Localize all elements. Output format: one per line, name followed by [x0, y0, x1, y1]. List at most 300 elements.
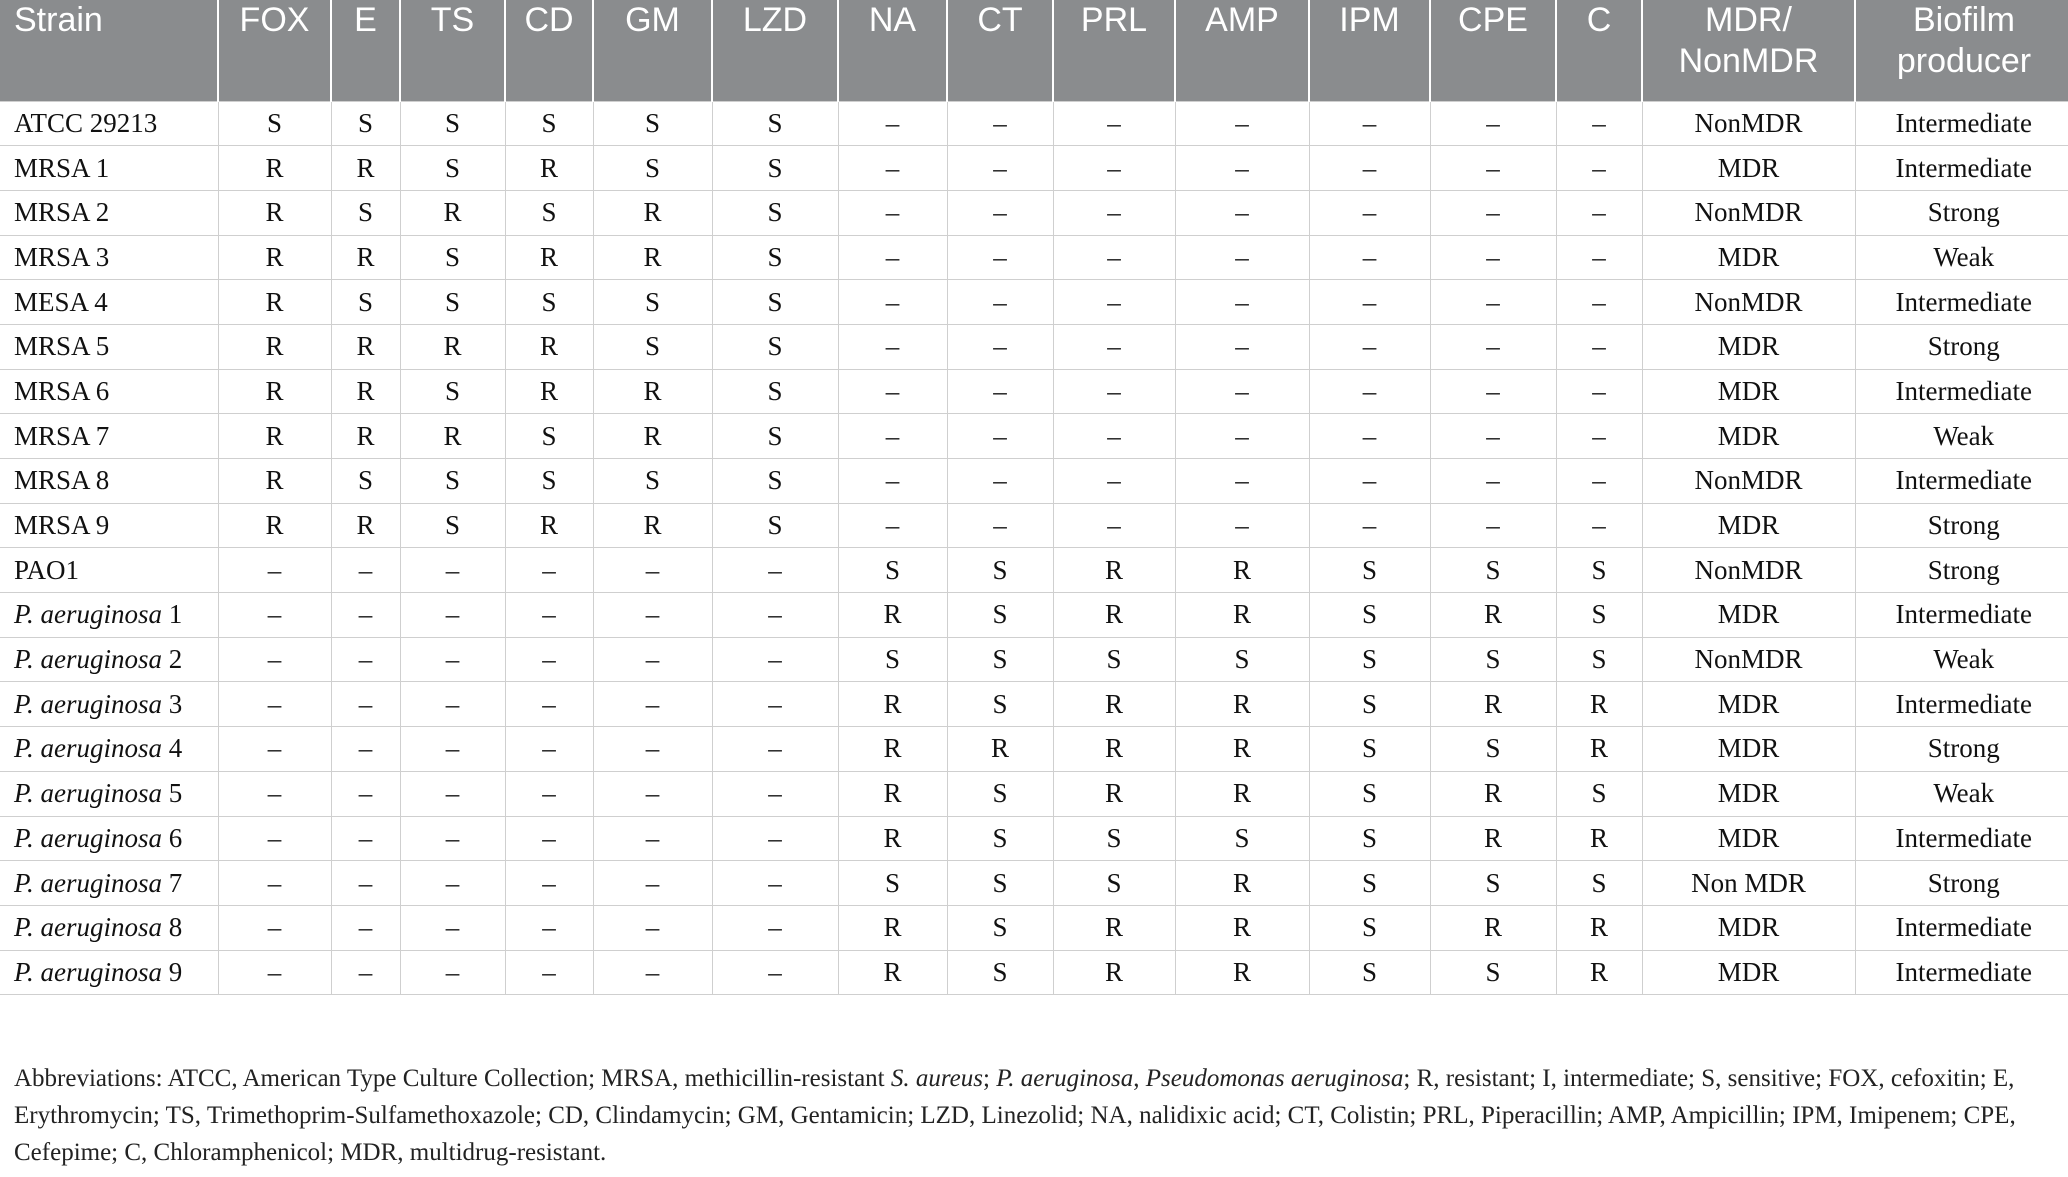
susceptibility-cell-ct: –	[947, 235, 1053, 280]
table-row	[0, 101, 2068, 146]
strain-cell	[0, 727, 218, 772]
susceptibility-cell-prl: –	[1053, 324, 1175, 369]
susceptibility-cell-ts: S	[400, 101, 505, 146]
susceptibility-cell-cd: S	[505, 101, 593, 146]
susceptibility-cell-gm: R	[593, 369, 712, 414]
susceptibility-cell-fox: R	[218, 459, 331, 504]
susceptibility-cell-fox: R	[218, 190, 331, 235]
biofilm-producer-cell: Weak	[1855, 771, 2068, 816]
susceptibility-cell-ts: –	[400, 682, 505, 727]
susceptibility-cell-ct: –	[947, 146, 1053, 191]
mdr-status-cell: MDR	[1642, 324, 1855, 369]
susceptibility-cell-fox: R	[218, 235, 331, 280]
table-row	[0, 459, 2068, 504]
strain-label: 7	[162, 867, 183, 898]
susceptibility-cell-cd: S	[505, 459, 593, 504]
susceptibility-cell-prl: –	[1053, 459, 1175, 504]
biofilm-producer-cell: Intermediate	[1855, 280, 2068, 325]
susceptibility-cell-gm: –	[593, 861, 712, 906]
susceptibility-cell-ts: –	[400, 861, 505, 906]
strain-label: 6	[162, 822, 183, 853]
susceptibility-cell-gm: –	[593, 950, 712, 995]
susceptibility-cell-ts: –	[400, 593, 505, 638]
susceptibility-cell-cd: S	[505, 280, 593, 325]
column-header-text: C	[1586, 1, 1612, 39]
susceptibility-cell-c: –	[1556, 324, 1642, 369]
susceptibility-cell-na: S	[838, 861, 947, 906]
susceptibility-cell-lzd: S	[712, 235, 838, 280]
susceptibility-cell-fox: –	[218, 816, 331, 861]
column-header-text: MDR/	[1705, 1, 1792, 39]
table-row	[0, 637, 2068, 682]
susceptibility-cell-ts: –	[400, 950, 505, 995]
strain-cell	[0, 369, 218, 414]
footnote-italic-term: S. aureus	[890, 1065, 983, 1092]
susceptibility-cell-ipm: –	[1309, 459, 1430, 504]
susceptibility-cell-fox: R	[218, 503, 331, 548]
strain-species-name: P. aeruginosa	[14, 778, 163, 809]
susceptibility-cell-fox: –	[218, 593, 331, 638]
susceptibility-cell-amp: R	[1175, 950, 1309, 995]
susceptibility-cell-lzd: –	[712, 637, 838, 682]
susceptibility-cell-ts: –	[400, 771, 505, 816]
strain-cell	[0, 905, 218, 950]
strain-label: 1	[162, 599, 183, 630]
susceptibility-cell-cpe: S	[1430, 548, 1556, 593]
table-row	[0, 905, 2068, 950]
strain-cell	[0, 950, 218, 995]
susceptibility-cell-ipm: S	[1309, 861, 1430, 906]
column-header-text: Strain	[14, 1, 103, 39]
footnote-italic-term: P. aeruginosa	[996, 1065, 1134, 1092]
biofilm-producer-cell: Weak	[1855, 637, 2068, 682]
susceptibility-cell-lzd: S	[712, 324, 838, 369]
susceptibility-cell-ts: S	[400, 146, 505, 191]
biofilm-producer-cell: Intermediate	[1855, 682, 2068, 727]
susceptibility-cell-na: –	[838, 235, 947, 280]
susceptibility-cell-prl: R	[1053, 682, 1175, 727]
strain-label: 2	[162, 644, 183, 675]
susceptibility-cell-c: S	[1556, 593, 1642, 638]
susceptibility-cell-prl: –	[1053, 414, 1175, 459]
susceptibility-cell-lzd: S	[712, 369, 838, 414]
susceptibility-cell-cpe: R	[1430, 905, 1556, 950]
susceptibility-cell-ipm: –	[1309, 280, 1430, 325]
column-header-fox	[218, 0, 331, 101]
strain-species-name: P. aeruginosa	[14, 733, 163, 764]
susceptibility-cell-gm: S	[593, 101, 712, 146]
susceptibility-cell-lzd: –	[712, 727, 838, 772]
table-row	[0, 950, 2068, 995]
strain-cell	[0, 235, 218, 280]
susceptibility-cell-ts: R	[400, 324, 505, 369]
susceptibility-cell-cd: –	[505, 682, 593, 727]
susceptibility-cell-ts: R	[400, 414, 505, 459]
susceptibility-cell-gm: –	[593, 548, 712, 593]
susceptibility-cell-lzd: S	[712, 414, 838, 459]
susceptibility-cell-cpe: –	[1430, 324, 1556, 369]
strain-label: MRSA 2	[14, 197, 110, 228]
susceptibility-cell-cpe: –	[1430, 369, 1556, 414]
table-row	[0, 682, 2068, 727]
susceptibility-cell-gm: –	[593, 593, 712, 638]
susceptibility-cell-cd: –	[505, 905, 593, 950]
susceptibility-cell-cpe: S	[1430, 861, 1556, 906]
susceptibility-cell-na: –	[838, 459, 947, 504]
biofilm-producer-cell: Weak	[1855, 414, 2068, 459]
footnote-text: Abbreviations: ATCC, American Type Culture Collection; MRSA, methicillin-resistant	[14, 1065, 891, 1092]
susceptibility-cell-gm: S	[593, 459, 712, 504]
table-row	[0, 369, 2068, 414]
biofilm-producer-cell: Strong	[1855, 548, 2068, 593]
table-row	[0, 727, 2068, 772]
susceptibility-cell-ct: –	[947, 369, 1053, 414]
table-row	[0, 190, 2068, 235]
susceptibility-cell-c: S	[1556, 637, 1642, 682]
susceptibility-cell-ts: –	[400, 816, 505, 861]
mdr-status-cell: MDR	[1642, 771, 1855, 816]
strain-label: MESA 4	[14, 286, 108, 317]
susceptibility-cell-amp: R	[1175, 905, 1309, 950]
susceptibility-cell-fox: R	[218, 146, 331, 191]
table-footnote	[14, 1060, 2054, 1171]
strain-species-name: P. aeruginosa	[14, 867, 163, 898]
susceptibility-cell-fox: –	[218, 950, 331, 995]
susceptibility-cell-cd: –	[505, 727, 593, 772]
biofilm-producer-cell: Strong	[1855, 190, 2068, 235]
column-header-text: CT	[977, 1, 1023, 39]
susceptibility-cell-c: –	[1556, 369, 1642, 414]
strain-label: 9	[162, 956, 183, 987]
susceptibility-cell-amp: R	[1175, 682, 1309, 727]
strain-label: ATCC 29213	[14, 107, 158, 138]
susceptibility-cell-gm: –	[593, 771, 712, 816]
susceptibility-cell-ct: –	[947, 414, 1053, 459]
susceptibility-cell-gm: –	[593, 905, 712, 950]
table-row	[0, 146, 2068, 191]
mdr-status-cell: NonMDR	[1642, 190, 1855, 235]
susceptibility-cell-gm: R	[593, 190, 712, 235]
strain-label: MRSA 8	[14, 465, 110, 496]
susceptibility-cell-na: –	[838, 503, 947, 548]
susceptibility-cell-gm: R	[593, 414, 712, 459]
susceptibility-cell-amp: –	[1175, 503, 1309, 548]
susceptibility-cell-ct: S	[947, 905, 1053, 950]
biofilm-producer-cell: Strong	[1855, 503, 2068, 548]
susceptibility-cell-na: S	[838, 637, 947, 682]
susceptibility-cell-fox: –	[218, 727, 331, 772]
susceptibility-cell-amp: R	[1175, 727, 1309, 772]
susceptibility-cell-e: –	[331, 816, 400, 861]
column-header-text: IPM	[1339, 1, 1400, 39]
susceptibility-cell-c: –	[1556, 414, 1642, 459]
susceptibility-cell-ct: S	[947, 637, 1053, 682]
table-row	[0, 548, 2068, 593]
strain-species-name: P. aeruginosa	[14, 644, 163, 675]
mdr-status-cell: MDR	[1642, 235, 1855, 280]
susceptibility-cell-cd: –	[505, 816, 593, 861]
susceptibility-cell-ipm: S	[1309, 816, 1430, 861]
strain-label: MRSA 6	[14, 375, 110, 406]
susceptibility-cell-c: –	[1556, 146, 1642, 191]
column-header-text: CD	[524, 1, 574, 39]
susceptibility-cell-gm: S	[593, 146, 712, 191]
susceptibility-cell-na: –	[838, 280, 947, 325]
susceptibility-cell-e: –	[331, 905, 400, 950]
strain-label: MRSA 3	[14, 241, 110, 272]
susceptibility-cell-e: –	[331, 637, 400, 682]
susceptibility-cell-lzd: S	[712, 146, 838, 191]
susceptibility-cell-na: R	[838, 950, 947, 995]
strain-cell	[0, 101, 218, 146]
susceptibility-cell-ct: –	[947, 190, 1053, 235]
biofilm-producer-cell: Intermediate	[1855, 101, 2068, 146]
strain-cell	[0, 503, 218, 548]
column-header-lzd	[712, 0, 838, 101]
susceptibility-cell-ts: S	[400, 235, 505, 280]
mdr-status-cell: MDR	[1642, 369, 1855, 414]
susceptibility-cell-cd: R	[505, 369, 593, 414]
susceptibility-cell-gm: S	[593, 324, 712, 369]
susceptibility-cell-prl: R	[1053, 548, 1175, 593]
column-header-amp	[1175, 0, 1309, 101]
susceptibility-cell-ct: R	[947, 727, 1053, 772]
susceptibility-cell-prl: R	[1053, 727, 1175, 772]
susceptibility-cell-prl: –	[1053, 503, 1175, 548]
footnote-text: ; R, resistant; I, intermediate; S, sensitive; FOX, cefoxitin; E, Erythromycin; TS, Trimethoprim-Sulfamethoxazole; CD, Clindamycin; GM, Gentamicin; LZD, Linezolid; NA, nalidixic acid; CT, Colistin; PRL, Piperacillin; AMP, Ampicillin; IPM, Imipenem; CPE, Cefepime; C, Chloramphenicol; MDR, multidrug-resistant.	[14, 1065, 2016, 1166]
susceptibility-cell-ipm: –	[1309, 235, 1430, 280]
footnote-text: ,	[1133, 1065, 1146, 1092]
susceptibility-cell-lzd: –	[712, 861, 838, 906]
susceptibility-cell-na: –	[838, 324, 947, 369]
susceptibility-cell-cpe: R	[1430, 593, 1556, 638]
susceptibility-cell-cpe: S	[1430, 950, 1556, 995]
column-header-mdr	[1642, 0, 1855, 101]
mdr-status-cell: NonMDR	[1642, 101, 1855, 146]
susceptibility-cell-e: –	[331, 593, 400, 638]
biofilm-producer-cell: Strong	[1855, 861, 2068, 906]
susceptibility-cell-ipm: S	[1309, 950, 1430, 995]
table-row	[0, 816, 2068, 861]
column-header-prl	[1053, 0, 1175, 101]
susceptibility-cell-fox: R	[218, 414, 331, 459]
susceptibility-cell-prl: S	[1053, 861, 1175, 906]
susceptibility-cell-lzd: –	[712, 593, 838, 638]
table-row	[0, 503, 2068, 548]
susceptibility-cell-ipm: –	[1309, 369, 1430, 414]
susceptibility-cell-ct: –	[947, 459, 1053, 504]
column-header-text: E	[354, 1, 377, 39]
biofilm-producer-cell: Intermediate	[1855, 459, 2068, 504]
susceptibility-cell-ipm: –	[1309, 190, 1430, 235]
susceptibility-cell-prl: –	[1053, 280, 1175, 325]
table-body	[0, 101, 2068, 995]
susceptibility-cell-ct: –	[947, 503, 1053, 548]
susceptibility-cell-cd: –	[505, 593, 593, 638]
susceptibility-cell-na: R	[838, 771, 947, 816]
susceptibility-cell-e: –	[331, 771, 400, 816]
column-header-text: PRL	[1080, 1, 1148, 39]
susceptibility-cell-e: S	[331, 190, 400, 235]
susceptibility-cell-na: R	[838, 816, 947, 861]
strain-cell	[0, 414, 218, 459]
susceptibility-cell-amp: –	[1175, 235, 1309, 280]
susceptibility-cell-ipm: –	[1309, 146, 1430, 191]
strain-label: 5	[162, 778, 183, 809]
susceptibility-cell-fox: R	[218, 280, 331, 325]
susceptibility-cell-ct: –	[947, 280, 1053, 325]
column-header-text: NonMDR	[1678, 42, 1819, 80]
susceptibility-cell-cd: –	[505, 861, 593, 906]
susceptibility-cell-c: –	[1556, 503, 1642, 548]
susceptibility-cell-gm: S	[593, 280, 712, 325]
strain-species-name: P. aeruginosa	[14, 688, 163, 719]
susceptibility-cell-e: –	[331, 682, 400, 727]
susceptibility-cell-na: R	[838, 727, 947, 772]
column-header-text: GM	[625, 1, 680, 39]
susceptibility-cell-ipm: S	[1309, 727, 1430, 772]
susceptibility-cell-e: –	[331, 950, 400, 995]
susceptibility-cell-prl: S	[1053, 816, 1175, 861]
susceptibility-cell-ipm: S	[1309, 771, 1430, 816]
susceptibility-cell-c: S	[1556, 548, 1642, 593]
susceptibility-cell-ct: S	[947, 816, 1053, 861]
susceptibility-cell-amp: S	[1175, 816, 1309, 861]
susceptibility-cell-ipm: –	[1309, 324, 1430, 369]
strain-cell	[0, 146, 218, 191]
column-header-text: LZD	[742, 1, 808, 39]
susceptibility-cell-fox: –	[218, 682, 331, 727]
susceptibility-cell-ipm: S	[1309, 682, 1430, 727]
strain-cell	[0, 816, 218, 861]
table-header-row	[0, 0, 2068, 101]
susceptibility-cell-e: R	[331, 369, 400, 414]
susceptibility-cell-cd: –	[505, 950, 593, 995]
susceptibility-cell-c: R	[1556, 682, 1642, 727]
susceptibility-cell-amp: –	[1175, 146, 1309, 191]
strain-cell	[0, 190, 218, 235]
susceptibility-cell-cpe: R	[1430, 771, 1556, 816]
susceptibility-cell-ts: S	[400, 369, 505, 414]
mdr-status-cell: Non MDR	[1642, 861, 1855, 906]
susceptibility-cell-cd: R	[505, 503, 593, 548]
susceptibility-cell-ts: R	[400, 190, 505, 235]
biofilm-producer-cell: Strong	[1855, 324, 2068, 369]
susceptibility-cell-amp: –	[1175, 459, 1309, 504]
susceptibility-cell-cpe: –	[1430, 459, 1556, 504]
susceptibility-cell-fox: –	[218, 548, 331, 593]
susceptibility-cell-fox: R	[218, 369, 331, 414]
susceptibility-cell-lzd: –	[712, 816, 838, 861]
susceptibility-cell-ipm: S	[1309, 548, 1430, 593]
column-header-gm	[593, 0, 712, 101]
susceptibility-cell-ts: S	[400, 503, 505, 548]
susceptibility-cell-lzd: S	[712, 190, 838, 235]
susceptibility-cell-ipm: –	[1309, 101, 1430, 146]
strain-cell	[0, 861, 218, 906]
susceptibility-cell-cpe: –	[1430, 235, 1556, 280]
strain-label: MRSA 9	[14, 510, 110, 541]
susceptibility-cell-na: S	[838, 548, 947, 593]
column-header-text: producer	[1896, 42, 2032, 80]
susceptibility-cell-e: S	[331, 280, 400, 325]
susceptibility-cell-amp: –	[1175, 414, 1309, 459]
susceptibility-cell-ts: –	[400, 637, 505, 682]
susceptibility-cell-gm: –	[593, 816, 712, 861]
column-header-ct	[947, 0, 1053, 101]
susceptibility-cell-amp: –	[1175, 369, 1309, 414]
susceptibility-cell-lzd: –	[712, 771, 838, 816]
mdr-status-cell: NonMDR	[1642, 459, 1855, 504]
susceptibility-cell-amp: –	[1175, 190, 1309, 235]
biofilm-producer-cell: Intermediate	[1855, 816, 2068, 861]
susceptibility-cell-ct: S	[947, 548, 1053, 593]
susceptibility-cell-amp: –	[1175, 280, 1309, 325]
susceptibility-cell-cpe: R	[1430, 816, 1556, 861]
strain-cell	[0, 637, 218, 682]
susceptibility-cell-na: –	[838, 414, 947, 459]
susceptibility-cell-fox: –	[218, 861, 331, 906]
susceptibility-cell-prl: R	[1053, 771, 1175, 816]
mdr-status-cell: MDR	[1642, 146, 1855, 191]
column-header-c	[1556, 0, 1642, 101]
susceptibility-cell-amp: R	[1175, 548, 1309, 593]
table-row	[0, 593, 2068, 638]
susceptibility-cell-cpe: S	[1430, 637, 1556, 682]
susceptibility-cell-cpe: –	[1430, 101, 1556, 146]
mdr-status-cell: MDR	[1642, 593, 1855, 638]
susceptibility-cell-e: R	[331, 503, 400, 548]
biofilm-producer-cell: Intermediate	[1855, 146, 2068, 191]
susceptibility-cell-fox: –	[218, 905, 331, 950]
susceptibility-cell-prl: –	[1053, 146, 1175, 191]
susceptibility-cell-ct: S	[947, 950, 1053, 995]
susceptibility-cell-lzd: –	[712, 905, 838, 950]
susceptibility-cell-cpe: –	[1430, 190, 1556, 235]
susceptibility-cell-gm: R	[593, 235, 712, 280]
strain-label: MRSA 5	[14, 331, 110, 362]
susceptibility-cell-ct: S	[947, 682, 1053, 727]
mdr-status-cell: NonMDR	[1642, 280, 1855, 325]
susceptibility-cell-cpe: –	[1430, 503, 1556, 548]
mdr-status-cell: MDR	[1642, 682, 1855, 727]
table-row	[0, 280, 2068, 325]
column-header-na	[838, 0, 947, 101]
mdr-status-cell: MDR	[1642, 414, 1855, 459]
mdr-status-cell: MDR	[1642, 950, 1855, 995]
strain-species-name: P. aeruginosa	[14, 822, 163, 853]
strain-species-name: P. aeruginosa	[14, 599, 163, 630]
susceptibility-cell-e: R	[331, 146, 400, 191]
susceptibility-cell-gm: R	[593, 503, 712, 548]
susceptibility-cell-ts: S	[400, 280, 505, 325]
biofilm-producer-cell: Intermediate	[1855, 950, 2068, 995]
susceptibility-cell-c: –	[1556, 280, 1642, 325]
susceptibility-cell-ts: –	[400, 548, 505, 593]
susceptibility-cell-c: R	[1556, 816, 1642, 861]
strain-label: MRSA 7	[14, 420, 110, 451]
susceptibility-cell-c: –	[1556, 190, 1642, 235]
strain-cell	[0, 771, 218, 816]
susceptibility-cell-ct: S	[947, 771, 1053, 816]
susceptibility-cell-ipm: S	[1309, 637, 1430, 682]
table-row	[0, 861, 2068, 906]
column-header-ipm	[1309, 0, 1430, 101]
column-header-strain	[0, 0, 218, 101]
column-header-text: NA	[868, 1, 917, 39]
susceptibility-cell-fox: R	[218, 324, 331, 369]
susceptibility-cell-na: –	[838, 190, 947, 235]
